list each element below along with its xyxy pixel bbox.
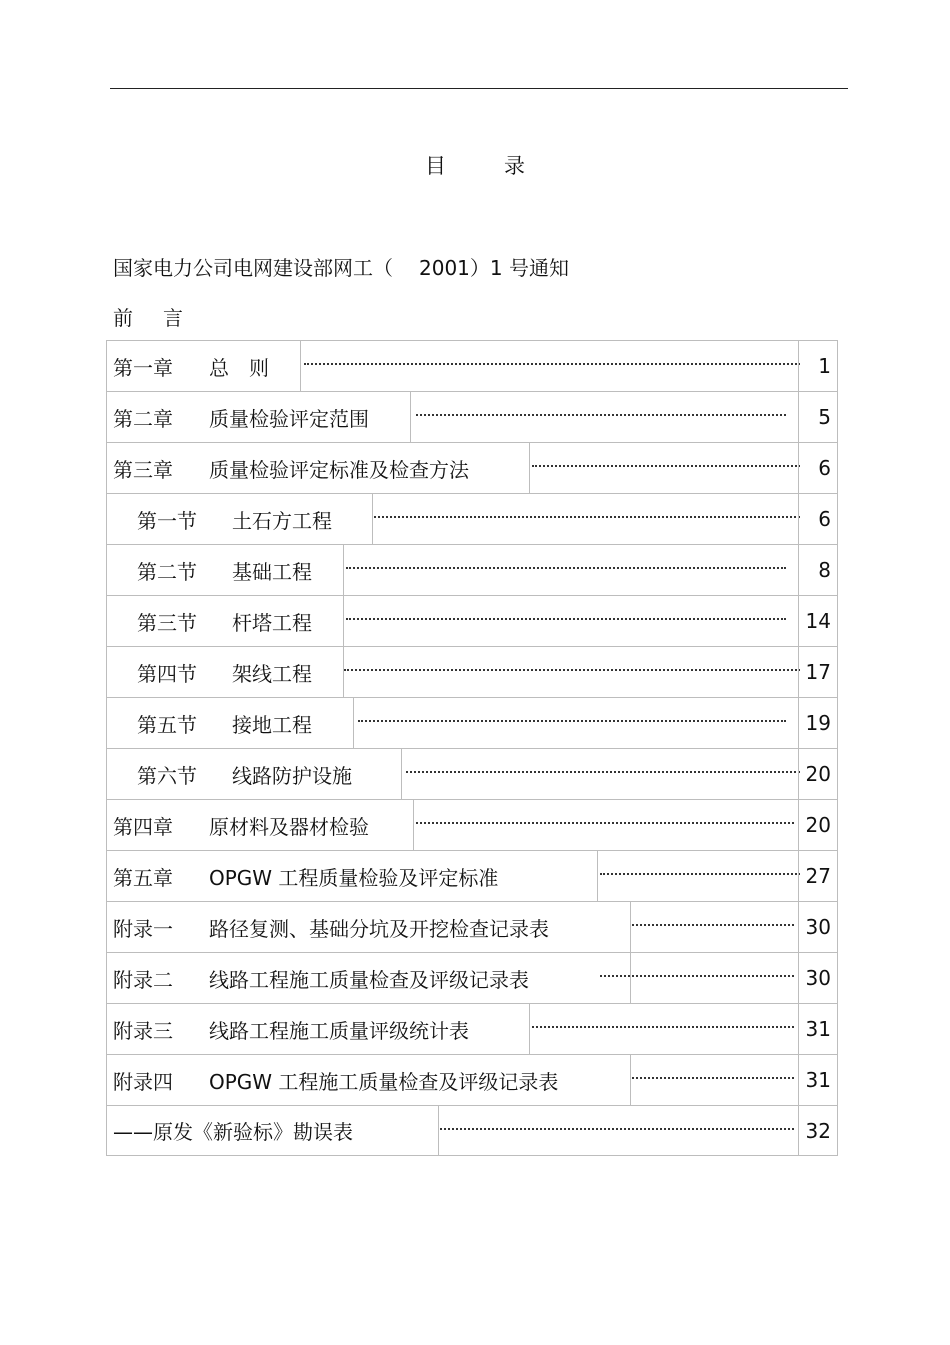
toc-title: 基础工程 (232, 559, 312, 584)
dot-leader (532, 1026, 794, 1028)
toc-head: 第三节 (137, 610, 197, 635)
header-rule (110, 88, 848, 89)
toc-row[interactable] (106, 748, 838, 799)
toc-page: 19 (798, 698, 838, 748)
toc-head: 第三章 (113, 457, 173, 482)
toc-page: 30 (798, 953, 838, 1003)
toc-title: 线路工程施工质量检查及评级记录表 (209, 967, 529, 992)
toc-title: 接地工程 (232, 712, 312, 737)
preamble-notice (113, 252, 569, 281)
toc-head: 第五章 (113, 865, 173, 890)
toc-row[interactable] (106, 1003, 838, 1054)
dot-leader (632, 924, 794, 926)
toc-title: OPGW 工程施工质量检查及评级记录表 (209, 1069, 559, 1094)
toc-row[interactable] (106, 595, 838, 646)
toc-page: 30 (798, 902, 838, 952)
toc-row[interactable] (106, 901, 838, 952)
toc-page: 31 (798, 1004, 838, 1054)
toc-title: 杆塔工程 (232, 610, 312, 635)
dot-leader (440, 1128, 794, 1130)
dot-leader (600, 975, 794, 977)
toc-head: 第一章 (113, 355, 173, 380)
toc-title: 线路工程施工质量评级统计表 (209, 1018, 469, 1043)
dot-leader (344, 669, 800, 671)
toc-title: 架线工程 (232, 661, 312, 686)
toc-head: 第四章 (113, 814, 173, 839)
title-char-2: 录 (504, 154, 525, 178)
dot-leader (600, 873, 800, 875)
toc-page: 20 (798, 800, 838, 850)
toc-row[interactable] (106, 442, 838, 493)
dot-leader (532, 465, 800, 467)
toc-title: 质量检验评定范围 (209, 406, 369, 431)
toc-head: 第五节 (137, 712, 197, 737)
toc-row[interactable] (106, 544, 838, 595)
notice-text: 国家电力公司电网建设部网工（ (113, 256, 393, 280)
toc-head: 第二节 (137, 559, 197, 584)
dot-leader (358, 720, 786, 722)
table-of-contents (106, 340, 838, 1156)
dot-leader (632, 1077, 794, 1079)
toc-page: 8 (798, 545, 838, 595)
title-char-1: 目 (425, 154, 446, 178)
toc-title: 原材料及器材检验 (209, 814, 369, 839)
toc-page: 27 (798, 851, 838, 901)
dot-leader (406, 771, 800, 773)
toc-row[interactable] (106, 391, 838, 442)
toc-head: 第四节 (137, 661, 197, 686)
toc-head: 附录二 (113, 967, 173, 992)
toc-head: 附录一 (113, 916, 173, 941)
toc-title: 质量检验评定标准及检查方法 (209, 457, 469, 482)
toc-page: 6 (798, 443, 838, 493)
toc-title: 土石方工程 (232, 508, 332, 533)
toc-head: 附录四 (113, 1069, 173, 1094)
toc-page: 31 (798, 1055, 838, 1105)
toc-title: 路径复测、基础分坑及开挖检查记录表 (209, 916, 549, 941)
foreword-char-2: 言 (163, 306, 183, 330)
toc-row[interactable] (106, 697, 838, 748)
toc-title: 总 则 (209, 355, 269, 380)
toc-page: 1 (798, 341, 838, 391)
toc-row[interactable] (106, 1105, 838, 1156)
toc-row[interactable] (106, 799, 838, 850)
toc-row[interactable] (106, 646, 838, 697)
toc-page: 20 (798, 749, 838, 799)
preamble-foreword (113, 302, 183, 331)
dot-leader (374, 516, 800, 518)
toc-row[interactable] (106, 952, 838, 1003)
toc-page: 6 (798, 494, 838, 544)
toc-row[interactable] (106, 493, 838, 544)
toc-head: 第六节 (137, 763, 197, 788)
toc-head: 第二章 (113, 406, 173, 431)
dot-leader (346, 567, 786, 569)
toc-page: 17 (798, 647, 838, 697)
toc-row[interactable] (106, 1054, 838, 1105)
toc-title: 线路防护设施 (232, 763, 352, 788)
dot-leader (346, 618, 786, 620)
notice-number: 2001）1 号通知 (419, 256, 569, 280)
dot-leader (304, 363, 800, 365)
toc-page: 32 (798, 1106, 838, 1155)
toc-row[interactable] (106, 340, 838, 391)
toc-row[interactable] (106, 850, 838, 901)
dot-leader (416, 822, 794, 824)
toc-head: 第一节 (137, 508, 197, 533)
toc-head: ——原发《新验标》勘误表 (113, 1120, 353, 1144)
dot-leader (416, 414, 786, 416)
toc-page: 5 (798, 392, 838, 442)
toc-page: 14 (798, 596, 838, 646)
toc-title: OPGW 工程质量检验及评定标准 (209, 865, 499, 890)
document-title (0, 150, 950, 180)
toc-head: 附录三 (113, 1018, 173, 1043)
foreword-char-1: 前 (113, 306, 133, 330)
